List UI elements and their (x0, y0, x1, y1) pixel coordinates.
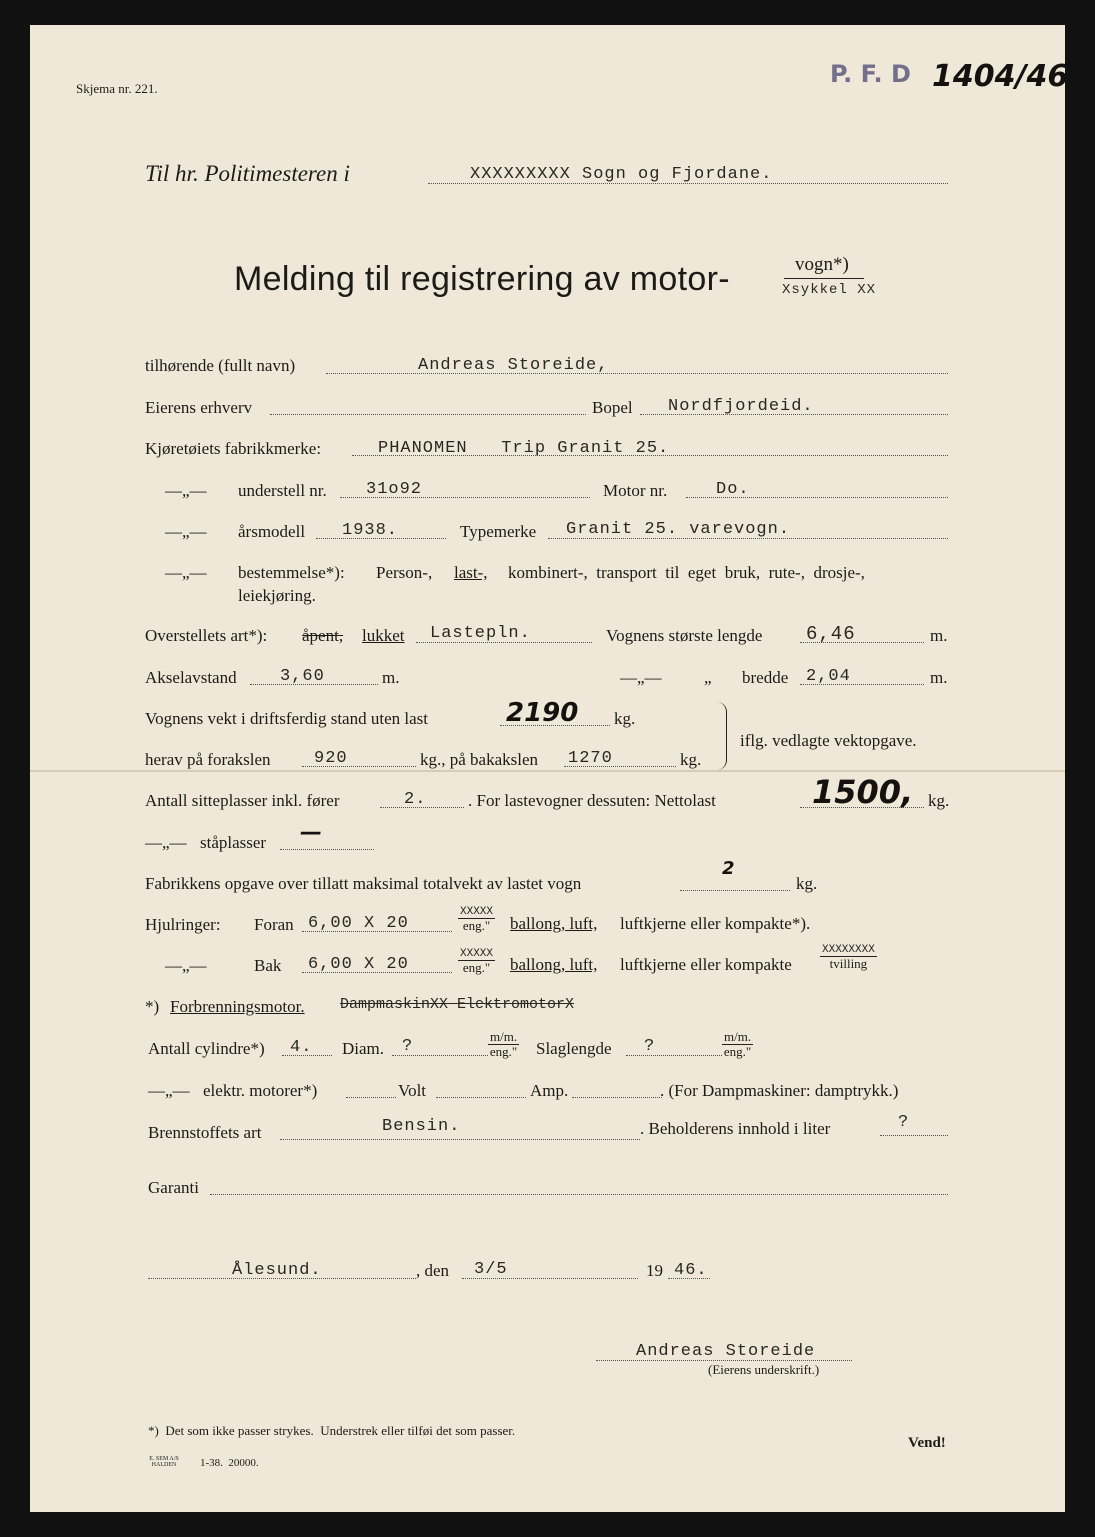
length-unit: m. (930, 626, 948, 645)
stroke-unit (722, 1030, 753, 1060)
tire-types: ballong, luft, (510, 955, 598, 974)
fraction-top: XXXXXXXX (822, 944, 875, 956)
fuel-value: Bensin. (382, 1117, 461, 1136)
steam-label: . (For Dampmaskiner: damptrykk.) (660, 1081, 899, 1100)
purpose-last: last-, (454, 563, 488, 582)
body-open: åpent, (302, 626, 344, 645)
addressee-value: XXXXXXXXX Sogn og Fjordane. (470, 165, 773, 184)
fraction-top: XXXXX (460, 948, 494, 960)
year-suffix: 46. (674, 1261, 708, 1280)
tire-types: ballong, luft, (510, 914, 598, 933)
weight-note: iflg. vedlagte vektopgave. (740, 731, 917, 750)
standing-value: — (300, 820, 322, 845)
front-axle-value: 920 (314, 749, 348, 768)
date-value: 3/5 (474, 1260, 508, 1279)
body-value: Lastepln. (430, 624, 531, 643)
tires-rear-value: 6,00 X 20 (308, 955, 409, 974)
tire-types-cont: luftkjerne eller kompakte*). (620, 914, 811, 933)
fraction-top: m/m. (724, 1029, 752, 1044)
net-load-value: 1500, (812, 773, 914, 811)
amp-label: Amp. (530, 1081, 569, 1100)
rear-axle-unit: kg. (680, 750, 702, 769)
rear-axle-value: 1270 (568, 749, 613, 768)
electric-label: elektr. motorer*) (203, 1081, 318, 1100)
axle-value: 3,60 (280, 667, 325, 686)
cyl-value: 4. (290, 1038, 313, 1057)
weight-unit: kg. (614, 709, 636, 728)
ditto-quote: „ (704, 668, 712, 687)
chassis-value: 31o92 (366, 480, 423, 499)
title-fraction-bar (784, 278, 864, 279)
ditto-mark: —„— (165, 956, 207, 975)
width-label: bredde (742, 668, 789, 687)
fraction-top: m/m. (490, 1029, 518, 1044)
axle-unit: m. (382, 668, 400, 687)
type-value: Granit 25. varevogn. (566, 520, 791, 539)
addressee-label: Til hr. Politimesteren i (145, 161, 350, 186)
dotted-line (428, 183, 948, 184)
dotted-line (436, 1097, 526, 1098)
ditto-mark: —„— (165, 563, 207, 582)
tires-front-label: Foran (254, 915, 294, 934)
dotted-line (626, 1055, 722, 1056)
weight-value: 2190 (506, 698, 579, 728)
guarantee-label: Garanti (148, 1178, 199, 1197)
stroke-label: Slaglengde (536, 1039, 612, 1058)
fraction-bottom: tvilling (829, 956, 868, 972)
engine-others: DampmaskinXX ElektromotorX (340, 996, 575, 1013)
tank-label: . Beholderens innhold i liter (640, 1119, 831, 1138)
volt-label: Volt (398, 1081, 427, 1100)
ditto-mark: —„— (148, 1081, 190, 1100)
place-value: Ålesund. (232, 1261, 322, 1280)
stroke-value: ? (644, 1037, 656, 1056)
ditto-mark: —„— (165, 481, 207, 500)
make-label: Kjøretøiets fabrikkmerke: (145, 439, 322, 458)
make-value: PHANOMEN Trip Granit 25. (378, 439, 670, 458)
owner-signature: Andreas Storeide (636, 1342, 816, 1361)
type-label: Typemerke (460, 522, 537, 541)
body-closed: lukket (362, 626, 405, 645)
net-load-unit: kg. (928, 791, 950, 810)
width-unit: m. (930, 668, 948, 687)
cyl-label: Antall cylindre*) (148, 1039, 265, 1058)
weight-label: Vognens vekt i driftsferdig stand uten last (145, 709, 428, 728)
dotted-line (280, 1139, 640, 1140)
fraction-bottom: eng." (462, 918, 491, 934)
year-value: 1938. (342, 521, 399, 540)
seats-value: 2. (404, 790, 427, 809)
form-title: Melding til registrering av motor- (234, 260, 730, 298)
max-weight-value: 2 (722, 858, 735, 879)
axle-label: Akselavstand (145, 668, 237, 687)
engine-note: *) (145, 997, 160, 1016)
max-weight-label: Fabrikkens opgave over tillatt maksimal totalvekt av lastet vogn (145, 874, 582, 893)
front-axle-label: herav på forakslen (145, 750, 271, 769)
title-option-vogn: vogn*) (795, 254, 849, 275)
fold-line (30, 770, 1065, 772)
ditto-mark: —„— (165, 522, 207, 541)
fuel-label: Brennstoffets art (148, 1123, 262, 1142)
ditto-mark: —„— (145, 833, 187, 852)
owner-value: Andreas Storeide, (418, 356, 609, 375)
residence-label: Bopel (592, 398, 633, 417)
title-option-sykkel: Xsykkel XX (782, 282, 877, 298)
tires-rear-fraction (458, 948, 495, 975)
dotted-line (210, 1194, 948, 1195)
dotted-line (280, 849, 374, 850)
signature-caption: (Eierens underskrift.) (708, 1362, 820, 1377)
print-code: 1-38. 20000. (200, 1457, 259, 1469)
brace (716, 702, 727, 770)
residence-value: Nordfjordeid. (668, 397, 814, 416)
motor-label: Motor nr. (603, 481, 668, 500)
dotted-line (416, 642, 592, 643)
diam-value: ? (402, 1037, 414, 1056)
purpose-options-cont: leiekjøring. (238, 586, 316, 605)
occupation-label: Eierens erhverv (145, 398, 253, 417)
ditto-mark: —„— (620, 668, 662, 687)
tires-rear-label: Bak (254, 956, 282, 975)
engine-combustion: Forbrenningsmotor. (170, 997, 305, 1016)
purpose-options: kombinert-, transport til eget bruk, rute-, drosje-, (508, 563, 865, 582)
dotted-line (572, 1097, 662, 1098)
tire-types-rear: luftkjerne eller kompakte (620, 955, 792, 974)
dotted-line (880, 1135, 948, 1136)
owner-label: tilhørende (fullt navn) (145, 356, 296, 375)
purpose-person: Person-, (376, 563, 433, 582)
printer-mark: E. SEM A/S HALDEN (149, 1456, 179, 1468)
year-prefix: 19 (646, 1261, 663, 1280)
form-number: Skjema nr. 221. (76, 81, 158, 96)
archive-stamp: P. F. D (830, 60, 911, 88)
width-value: 2,04 (806, 667, 851, 686)
fraction-top: XXXXX (460, 906, 494, 918)
fraction-bottom: eng." (489, 1044, 518, 1060)
twin-fraction (820, 944, 877, 971)
purpose-label: bestemmelse*): (238, 563, 345, 582)
den-label: , den (416, 1261, 450, 1280)
tires-front-value: 6,00 X 20 (308, 914, 409, 933)
dotted-line (346, 1097, 396, 1098)
fraction-bottom: eng." (462, 960, 491, 976)
rear-axle-label: kg., på bakakslen (420, 750, 539, 769)
archive-number: 1404/46 (932, 59, 1069, 94)
chassis-label: understell nr. (238, 481, 327, 500)
year-label: årsmodell (238, 522, 306, 541)
dotted-line (680, 890, 790, 891)
footnote: *) Det som ikke passer strykes. Understrek eller tilføi det som passer. (148, 1423, 516, 1438)
tires-label: Hjulringer: (145, 915, 221, 934)
length-label: Vognens største lengde (606, 626, 763, 645)
cargo-label: . For lastevogner dessuten: Nettolast (468, 791, 716, 810)
motor-value: Do. (716, 480, 750, 499)
seats-label: Antall sitteplasser inkl. fører (145, 791, 340, 810)
diam-unit (488, 1030, 519, 1060)
dotted-line (270, 414, 586, 415)
tank-value: ? (898, 1113, 910, 1132)
diam-label: Diam. (342, 1039, 385, 1058)
turn-page: Vend! (908, 1435, 946, 1451)
body-label: Overstellets art*): (145, 626, 268, 645)
tires-front-fraction (458, 906, 495, 933)
standing-label: ståplasser (200, 833, 267, 852)
length-value: 6,46 (806, 623, 856, 645)
max-weight-unit: kg. (796, 874, 818, 893)
fraction-bottom: eng." (723, 1044, 752, 1060)
